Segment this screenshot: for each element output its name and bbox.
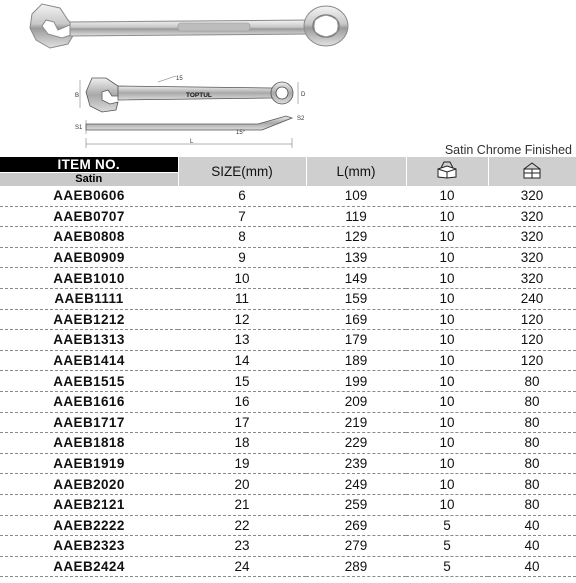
carton-qty-cell: 240 bbox=[488, 288, 576, 309]
size-cell: 8 bbox=[178, 227, 306, 248]
length-header: L(mm) bbox=[306, 157, 406, 186]
table-row bbox=[0, 330, 576, 351]
carton-qty-cell: 80 bbox=[488, 494, 576, 515]
carton-qty-cell: 320 bbox=[488, 186, 576, 206]
item-no-cell: AAEB1515 bbox=[0, 371, 178, 392]
length-cell: 269 bbox=[306, 515, 406, 536]
inner-box-qty-cell: 10 bbox=[406, 309, 488, 330]
size-cell: 13 bbox=[178, 330, 306, 351]
size-cell: 21 bbox=[178, 494, 306, 515]
length-cell: 129 bbox=[306, 227, 406, 248]
item-no-cell: AAEB0707 bbox=[0, 206, 178, 227]
inner-box-header bbox=[406, 157, 488, 186]
table-row bbox=[0, 391, 576, 412]
length-cell: 259 bbox=[306, 494, 406, 515]
size-cell: 24 bbox=[178, 556, 306, 577]
table-row bbox=[0, 350, 576, 371]
carton-qty-cell: 320 bbox=[488, 247, 576, 268]
item-no-cell: AAEB0909 bbox=[0, 247, 178, 268]
length-cell: 159 bbox=[306, 288, 406, 309]
item-no-cell: AAEB1919 bbox=[0, 453, 178, 474]
carton-qty-cell: 80 bbox=[488, 474, 576, 495]
length-cell: 139 bbox=[306, 247, 406, 268]
table-row bbox=[0, 474, 576, 495]
length-cell: 149 bbox=[306, 268, 406, 289]
carton-qty-cell: 320 bbox=[488, 227, 576, 248]
carton-qty-cell: 120 bbox=[488, 350, 576, 371]
table-row bbox=[0, 433, 576, 454]
size-header: SIZE(mm) bbox=[178, 157, 306, 186]
finish-label: Satin Chrome Finished bbox=[444, 143, 572, 157]
inner-box-icon bbox=[436, 161, 458, 182]
carton-header bbox=[488, 157, 576, 186]
table-row bbox=[0, 186, 576, 206]
size-cell: 11 bbox=[178, 288, 306, 309]
size-cell: 14 bbox=[178, 350, 306, 371]
drawing-brand-label: TOPTUL bbox=[186, 92, 212, 99]
drawing-label-s2: S2 bbox=[297, 116, 305, 122]
carton-qty-cell: 80 bbox=[488, 433, 576, 454]
carton-qty-cell: 120 bbox=[488, 330, 576, 351]
inner-box-qty-cell: 10 bbox=[406, 227, 488, 248]
table-row bbox=[0, 371, 576, 392]
inner-box-qty-cell: 10 bbox=[406, 371, 488, 392]
drawing-label-b: B bbox=[75, 93, 80, 99]
length-cell: 189 bbox=[306, 350, 406, 371]
table-row bbox=[0, 247, 576, 268]
item-no-cell: AAEB1414 bbox=[0, 350, 178, 371]
item-no-cell: AAEB1818 bbox=[0, 433, 178, 454]
item-no-cell: AAEB1010 bbox=[0, 268, 178, 289]
carton-qty-cell: 80 bbox=[488, 371, 576, 392]
length-cell: 199 bbox=[306, 371, 406, 392]
carton-qty-cell: 320 bbox=[488, 206, 576, 227]
table-row bbox=[0, 412, 576, 433]
table-row bbox=[0, 536, 576, 557]
item-no-cell: AAEB2424 bbox=[0, 556, 178, 577]
table-row bbox=[0, 453, 576, 474]
length-cell: 109 bbox=[306, 186, 406, 206]
size-cell: 10 bbox=[178, 268, 306, 289]
drawing-label-d: D bbox=[301, 92, 306, 98]
length-cell: 119 bbox=[306, 206, 406, 227]
carton-qty-cell: 80 bbox=[488, 453, 576, 474]
inner-box-qty-cell: 10 bbox=[406, 412, 488, 433]
table-row bbox=[0, 494, 576, 515]
item-no-cell: AAEB2323 bbox=[0, 536, 178, 557]
item-no-cell: AAEB2121 bbox=[0, 494, 178, 515]
inner-box-qty-cell: 10 bbox=[406, 350, 488, 371]
carton-qty-cell: 40 bbox=[488, 536, 576, 557]
size-cell: 7 bbox=[178, 206, 306, 227]
size-cell: 9 bbox=[178, 247, 306, 268]
inner-box-qty-cell: 10 bbox=[406, 247, 488, 268]
item-no-cell: AAEB1616 bbox=[0, 391, 178, 412]
inner-box-qty-cell: 10 bbox=[406, 391, 488, 412]
length-cell: 249 bbox=[306, 474, 406, 495]
item-no-cell: AAEB1212 bbox=[0, 309, 178, 330]
inner-box-qty-cell: 10 bbox=[406, 494, 488, 515]
item-no-cell: AAEB1717 bbox=[0, 412, 178, 433]
inner-box-qty-cell: 5 bbox=[406, 536, 488, 557]
item-no-cell: AAEB0808 bbox=[0, 227, 178, 248]
size-cell: 16 bbox=[178, 391, 306, 412]
item-no-cell: AAEB1313 bbox=[0, 330, 178, 351]
inner-box-qty-cell: 10 bbox=[406, 433, 488, 454]
size-cell: 22 bbox=[178, 515, 306, 536]
size-cell: 20 bbox=[178, 474, 306, 495]
table-row bbox=[0, 515, 576, 536]
length-cell: 279 bbox=[306, 536, 406, 557]
size-cell: 17 bbox=[178, 412, 306, 433]
table-row bbox=[0, 227, 576, 248]
size-cell: 19 bbox=[178, 453, 306, 474]
carton-icon bbox=[521, 161, 543, 182]
drawing-label-s1: S1 bbox=[75, 125, 83, 131]
inner-box-qty-cell: 10 bbox=[406, 453, 488, 474]
inner-box-qty-cell: 10 bbox=[406, 206, 488, 227]
size-cell: 18 bbox=[178, 433, 306, 454]
table-row bbox=[0, 206, 576, 227]
carton-qty-cell: 320 bbox=[488, 268, 576, 289]
drawing-angle-top: 15 bbox=[176, 76, 183, 82]
spec-table bbox=[0, 157, 576, 577]
drawing-angle-side: 15° bbox=[236, 130, 246, 136]
length-cell: 239 bbox=[306, 453, 406, 474]
item-no-header: ITEM NO. bbox=[0, 157, 178, 173]
inner-box-qty-cell: 10 bbox=[406, 474, 488, 495]
carton-qty-cell: 40 bbox=[488, 515, 576, 536]
length-cell: 179 bbox=[306, 330, 406, 351]
length-cell: 209 bbox=[306, 391, 406, 412]
length-cell: 169 bbox=[306, 309, 406, 330]
wrench-photo bbox=[28, 0, 352, 62]
inner-box-qty-cell: 5 bbox=[406, 556, 488, 577]
item-no-subheader: Satin bbox=[0, 173, 178, 187]
inner-box-qty-cell: 10 bbox=[406, 268, 488, 289]
wrench-technical-drawing bbox=[72, 72, 332, 150]
length-cell: 289 bbox=[306, 556, 406, 577]
table-row bbox=[0, 556, 576, 577]
table-row bbox=[0, 268, 576, 289]
carton-qty-cell: 40 bbox=[488, 556, 576, 577]
carton-qty-cell: 80 bbox=[488, 412, 576, 433]
inner-box-qty-cell: 10 bbox=[406, 330, 488, 351]
inner-box-qty-cell: 10 bbox=[406, 186, 488, 206]
size-cell: 12 bbox=[178, 309, 306, 330]
inner-box-qty-cell: 5 bbox=[406, 515, 488, 536]
item-no-cell: AAEB0606 bbox=[0, 186, 178, 206]
size-cell: 23 bbox=[178, 536, 306, 557]
inner-box-qty-cell: 10 bbox=[406, 288, 488, 309]
table-row bbox=[0, 309, 576, 330]
size-cell: 15 bbox=[178, 371, 306, 392]
length-cell: 229 bbox=[306, 433, 406, 454]
carton-qty-cell: 120 bbox=[488, 309, 576, 330]
item-no-cell: AAEB1111 bbox=[0, 288, 178, 309]
table-row bbox=[0, 288, 576, 309]
length-cell: 219 bbox=[306, 412, 406, 433]
size-cell: 6 bbox=[178, 186, 306, 206]
carton-qty-cell: 80 bbox=[488, 391, 576, 412]
item-no-cell: AAEB2020 bbox=[0, 474, 178, 495]
drawing-label-l: L bbox=[190, 139, 194, 145]
item-no-cell: AAEB2222 bbox=[0, 515, 178, 536]
